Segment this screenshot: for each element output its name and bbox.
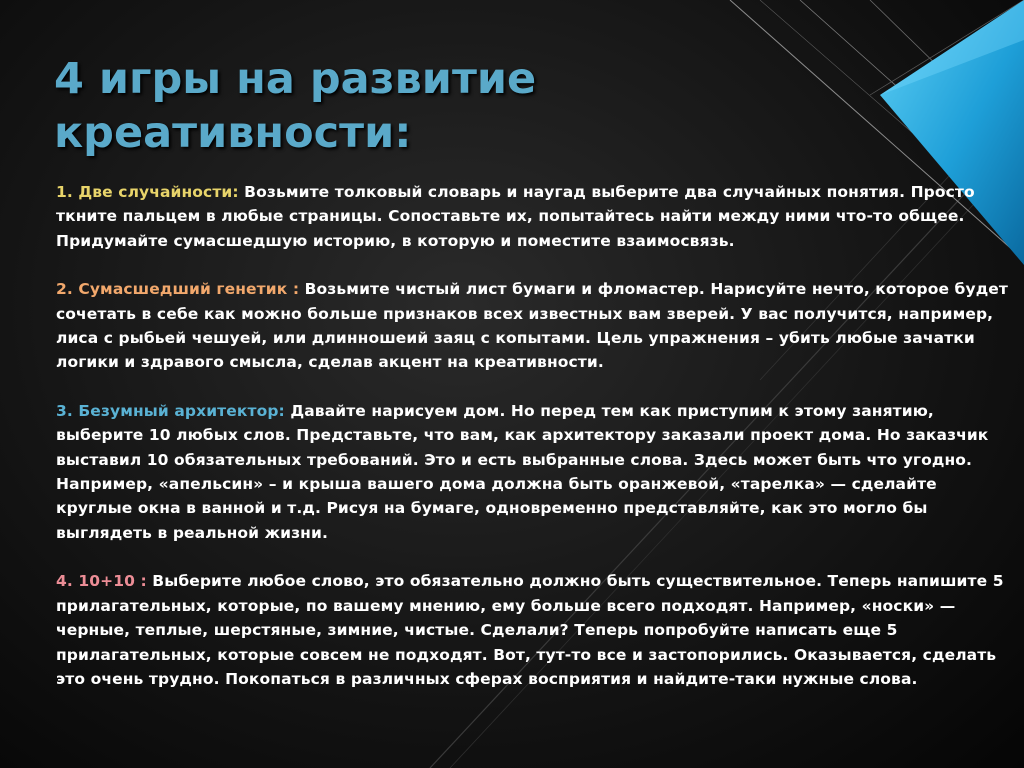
item-label: 3. Безумный архитектор: — [56, 401, 285, 420]
list-item-crazy-geneticist — [56, 277, 1018, 375]
item-text: Возьмите толковый словарь и наугад выберите два случайных понятия. Просто ткните пальцем в любые страницы. Сопоставьте их, попытайтесь найти между ними что-то общее. Придумайте сумасшедшую историю, в которую и поместите взаимосвязь. — [56, 183, 975, 250]
list-item-ten-plus-ten — [56, 569, 1018, 691]
page-title: 4 игры на развитие креативности: — [54, 54, 537, 158]
item-text: Выберите любое слово, это обязательно должно быть существительное. Теперь напишите 5 прилагательных, которые, по вашему мнению, ему больше всего подходят. Например, «носки» — черные, теплые, шерстяные, зимние, чистые. Сделали? Теперь попробуйте написать еще 5 прилагательных, которые совсем не подходят. Вот, тут-то все и застопорились. Оказывается, сделать это очень трудно. Покопаться в различных сферах восприятия и найдите-таки нужные слова. — [56, 572, 1004, 688]
item-text: Возьмите чистый лист бумаги и фломастер. Нарисуйте нечто, которое будет сочетать в себе как можно больше признаков всех известных вам зверей. У вас получится, например, лиса с рыбьей чешуей, или длинношеий заяц с копытами. Цель упражнения – убить любые зачатки логики и здравого смысла, сделав акцент на креативности. — [56, 280, 1009, 372]
item-label: 4. 10+10 : — [56, 572, 147, 591]
item-label: 1. Две случайности: — [56, 183, 239, 201]
list-item-two-randoms — [56, 180, 1018, 253]
item-text: Давайте нарисуем дом. Но перед тем как приступим к этому занятию, выберите 10 любых слов. Представьте, что вам, как архитектору заказали проект дома. Но заказчик выставил 10 обязательных требований. Это и есть выбранные слова. Здесь может быть что угодно. Например, «апельсин» – и крыша вашего дома должна быть оранжевой, «тарелка» — сделайте круглые окна в ванной и т.д. Рисуя на бумаге, одновременно представляйте, как это могло бы выглядеть в реальной жизни. — [56, 401, 989, 542]
list-item-mad-architect — [56, 399, 1018, 545]
content-list — [56, 180, 1018, 691]
item-label: 2. Сумасшедший генетик : — [56, 280, 300, 299]
